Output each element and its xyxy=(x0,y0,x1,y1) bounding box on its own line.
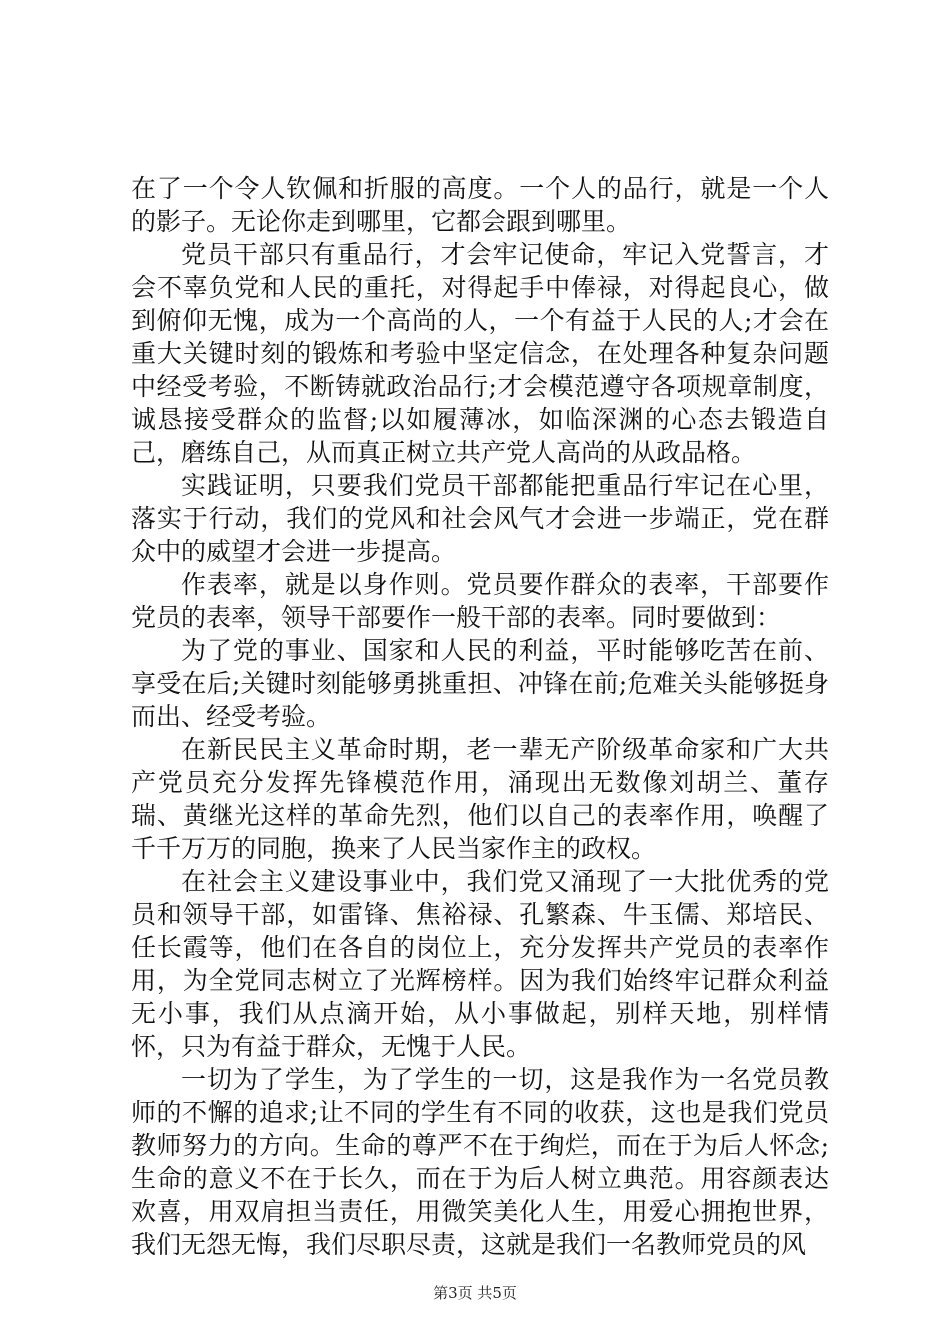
paragraph: 作表率，就是以身作则。党员要作群众的表率，干部要作党员的表率，领导干部要作一般干部的表率。同时要做到： xyxy=(131,570,829,632)
document-body xyxy=(131,172,829,1261)
paragraph: 在了一个令人钦佩和折服的高度。一个人的品行，就是一个人的影子。无论你走到哪里，它都会跟到哪里。 xyxy=(131,174,829,236)
paragraph: 在新民民主义革命时期，老一辈无产阶级革命家和广大共产党员充分发挥先锋模范作用，涌现出无数像刘胡兰、董存瑞、黄继光这样的革命先烈，他们以自己的表率作用，唤醒了千千万万的同胞，换来了人民当家作主的政权。 xyxy=(131,735,829,863)
paragraph: 在社会主义建设事业中，我们党又涌现了一大批优秀的党员和领导干部，如雷锋、焦裕禄、孔繁森、牛玉儒、郑培民、任长霞等，他们在各自的岗位上，充分发挥共产党员的表率作用，为全党同志树立了光辉榜样。因为我们始终牢记群众利益无小事，我们从点滴开始，从小事做起，别样天地，别样情怀，只为有益于群众，无愧于人民。 xyxy=(131,867,829,1061)
paragraph: 一切为了学生，为了学生的一切，这是我作为一名党员教师的不懈的追求;让不同的学生有不同的收获，这也是我们党员教师努力的方向。生命的尊严不在于绚烂，而在于为后人怀念;生命的意义不在于长久，而在于为后人树立典范。用容颜表达欢喜，用双肩担当责任，用微笑美化人生，用爱心拥抱世界，我们无怨无悔，我们尽职尽责，这就是我们一名教师党员的风 xyxy=(131,1065,829,1259)
page-number-footer: 第3页 共5页 xyxy=(433,1284,517,1302)
paragraph: 党员干部只有重品行，才会牢记使命，牢记入党誓言，才会不辜负党和人民的重托，对得起手中俸禄，对得起良心，做到俯仰无愧，成为一个高尚的人，一个有益于人民的人;才会在重大关键时刻的锻炼和考验中坚定信念，在处理各种复杂问题中经受考验，不断铸就政治品行;才会模范遵守各项规章制度，诚恳接受群众的监督;以如履薄冰，如临深渊的心态去锻造自己，磨练自己，从而真正树立共产党人高尚的从政品格。 xyxy=(131,240,829,467)
paragraph: 实践证明，只要我们党员干部都能把重品行牢记在心里，落实于行动，我们的党风和社会风气才会进一步端正，党在群众中的威望才会进一步提高。 xyxy=(131,471,829,566)
paragraph: 为了党的事业、国家和人民的利益，平时能够吃苦在前、享受在后;关键时刻能够勇挑重担、冲锋在前;危难关头能够挺身而出、经受考验。 xyxy=(131,636,829,731)
